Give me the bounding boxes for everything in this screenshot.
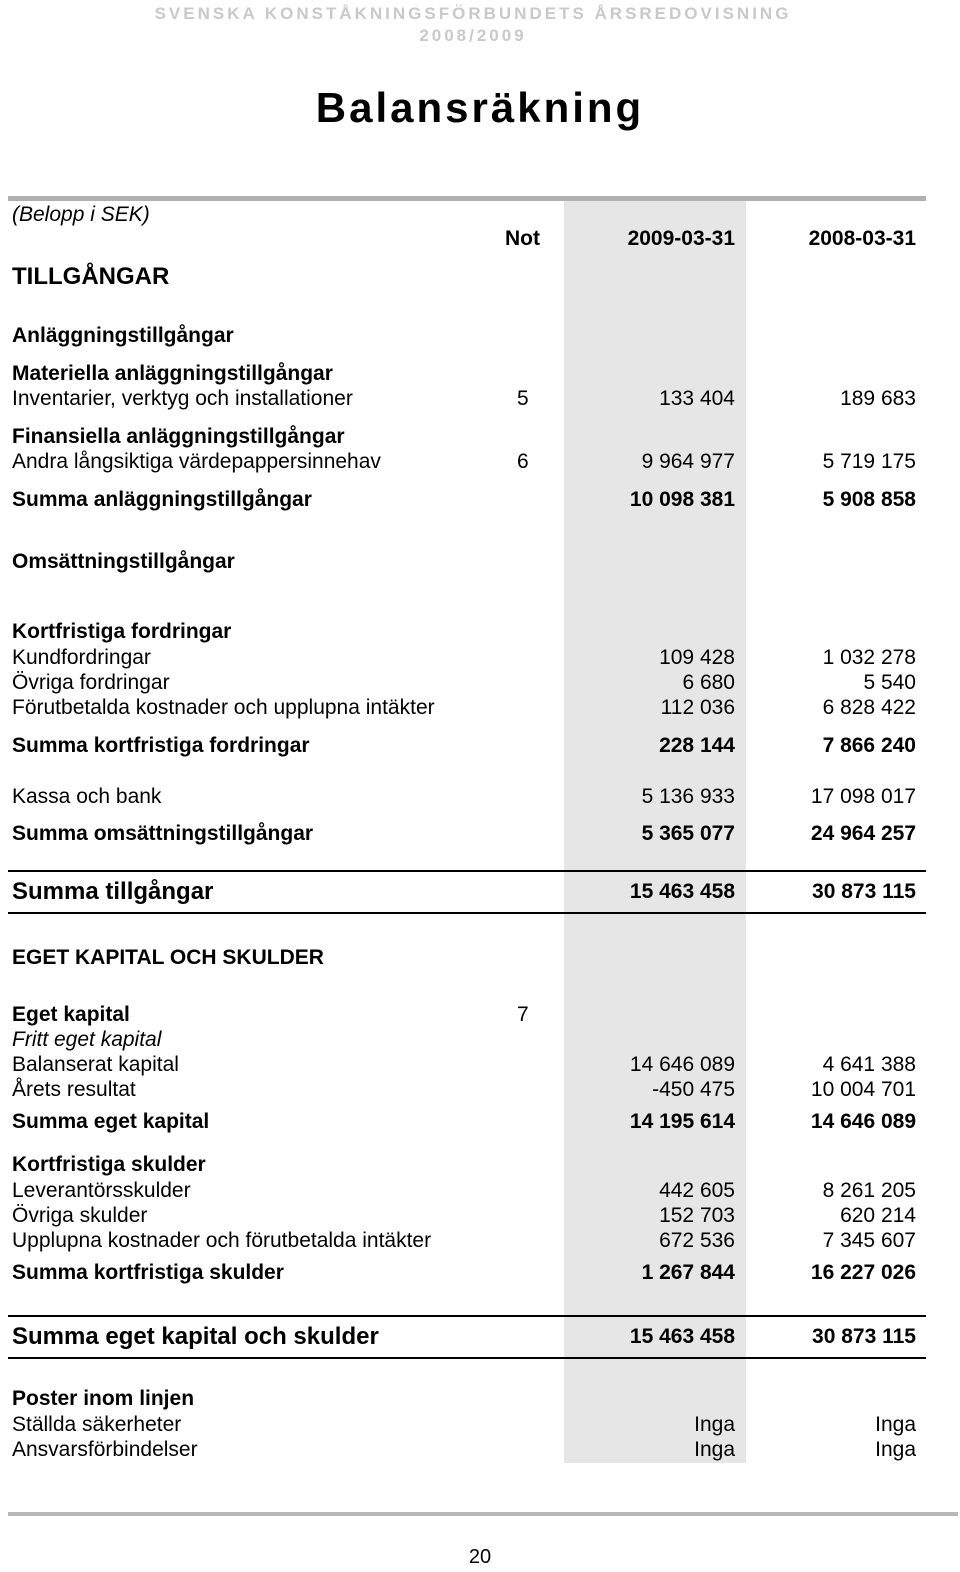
row-label: Summa eget kapital xyxy=(12,1110,210,1133)
row-label: Ställda säkerheter xyxy=(12,1413,182,1436)
footer-divider xyxy=(8,1512,958,1516)
financial-assets-heading: Finansiella anläggningstillgångar xyxy=(12,425,345,448)
fixed-assets-heading: Anläggningstillgångar xyxy=(12,324,234,347)
row-value-2008: 6 828 422 xyxy=(822,696,916,719)
divider-line xyxy=(8,912,926,914)
row-value-2008: 24 964 257 xyxy=(810,822,916,845)
column-header-2008: 2008-03-31 xyxy=(808,227,916,250)
free-equity-heading: Fritt eget kapital xyxy=(12,1028,162,1051)
row-value-2009: 228 144 xyxy=(659,734,735,757)
row-value-2008: 30 873 115 xyxy=(812,1325,916,1348)
row-value-2009: 5 365 077 xyxy=(641,822,735,845)
row-label: Leverantörsskulder xyxy=(12,1179,191,1202)
row-value-2008: Inga xyxy=(875,1438,916,1461)
row-value-2008: 17 098 017 xyxy=(810,785,916,808)
row-label: Balanserat kapital xyxy=(12,1053,179,1076)
row-value-2008: 620 214 xyxy=(840,1204,916,1227)
row-label: Förutbetalda kostnader och upplupna intäkter xyxy=(12,696,435,719)
row-label: Ansvarsförbindelser xyxy=(12,1438,198,1461)
row-label: Upplupna kostnader och förutbetalda intäkter xyxy=(12,1229,432,1252)
row-label: Summa anläggningstillgångar xyxy=(12,488,312,511)
row-value-2008: 16 227 026 xyxy=(810,1261,916,1284)
report-header: SVENSKA KONSTÅKNINGSFÖRBUNDETS ÅRSREDOVISNING xyxy=(154,4,792,23)
row-value-2009: 15 463 458 xyxy=(629,880,735,903)
column-header-note: Not xyxy=(505,227,540,250)
row-value-2009: 112 036 xyxy=(660,696,735,719)
row-value-2009: 109 428 xyxy=(659,646,735,669)
row-value-2009: 14 195 614 xyxy=(629,1110,735,1133)
row-value-2009: 133 404 xyxy=(659,387,735,410)
row-value-2008: 8 261 205 xyxy=(822,1179,916,1202)
row-note: 6 xyxy=(517,450,529,473)
row-value-2009: 9 964 977 xyxy=(641,450,735,473)
receivables-heading: Kortfristiga fordringar xyxy=(12,620,232,643)
divider-line xyxy=(8,870,926,872)
tangible-assets-heading: Materiella anläggningstillgångar xyxy=(12,362,333,385)
row-value-2009: 152 703 xyxy=(659,1204,735,1227)
divider-line xyxy=(8,1315,926,1317)
row-label: Övriga fordringar xyxy=(12,671,170,694)
row-value-2009: 15 463 458 xyxy=(629,1325,735,1348)
row-label: Summa kortfristiga fordringar xyxy=(12,734,310,757)
row-value-2009: Inga xyxy=(694,1438,735,1461)
liabilities-heading: Kortfristiga skulder xyxy=(12,1153,206,1176)
row-label: Summa omsättningstillgångar xyxy=(12,822,314,845)
column-header-2009: 2009-03-31 xyxy=(627,227,735,250)
row-value-2008: 30 873 115 xyxy=(812,880,916,903)
row-value-2009: -450 475 xyxy=(652,1078,735,1101)
page-title: Balansräkning xyxy=(315,84,645,131)
row-label: Årets resultat xyxy=(12,1078,136,1101)
equity-liabilities-heading: EGET KAPITAL OCH SKULDER xyxy=(12,946,324,969)
equity-note: 7 xyxy=(517,1003,529,1026)
row-label: Övriga skulder xyxy=(12,1204,148,1227)
row-value-2008: 189 683 xyxy=(840,387,916,410)
row-value-2008: 7 866 240 xyxy=(822,734,916,757)
row-value-2008: 1 032 278 xyxy=(822,646,916,669)
row-value-2009: 672 536 xyxy=(659,1229,735,1252)
row-value-2008: 4 641 388 xyxy=(822,1053,916,1076)
memo-heading: Poster inom linjen xyxy=(12,1387,195,1410)
row-label: Andra långsiktiga värdepappersinnehav xyxy=(12,450,381,473)
row-label: Kassa och bank xyxy=(12,785,162,808)
row-value-2008: 10 004 701 xyxy=(810,1078,916,1101)
divider-line xyxy=(8,1357,926,1359)
row-value-2008: 5 719 175 xyxy=(822,450,916,473)
row-value-2009: 5 136 933 xyxy=(641,785,735,808)
row-value-2008: Inga xyxy=(875,1413,916,1436)
assets-heading: TILLGÅNGAR xyxy=(12,263,170,290)
current-assets-heading: Omsättningstillgångar xyxy=(12,550,235,573)
row-value-2009: 10 098 381 xyxy=(629,488,735,511)
row-value-2009: Inga xyxy=(694,1413,735,1436)
page-number: 20 xyxy=(468,1546,492,1568)
row-value-2009: 1 267 844 xyxy=(641,1261,735,1284)
currency-unit: (Belopp i SEK) xyxy=(12,203,150,226)
row-label: Summa eget kapital och skulder xyxy=(12,1323,379,1350)
row-label: Summa tillgångar xyxy=(12,878,214,905)
row-value-2009: 442 605 xyxy=(659,1179,735,1202)
row-label: Summa kortfristiga skulder xyxy=(12,1261,284,1284)
row-value-2009: 6 680 xyxy=(682,671,735,694)
row-value-2008: 7 345 607 xyxy=(822,1229,916,1252)
equity-heading: Eget kapital xyxy=(12,1003,130,1026)
row-value-2008: 5 540 xyxy=(863,671,916,694)
report-year: 2008/2009 xyxy=(419,26,527,45)
row-note: 5 xyxy=(517,387,529,410)
row-value-2008: 14 646 089 xyxy=(810,1110,916,1133)
row-label: Inventarier, verktyg och installationer xyxy=(12,387,353,410)
row-value-2008: 5 908 858 xyxy=(822,488,916,511)
row-value-2009: 14 646 089 xyxy=(629,1053,735,1076)
row-label: Kundfordringar xyxy=(12,646,151,669)
top-divider xyxy=(8,196,926,201)
